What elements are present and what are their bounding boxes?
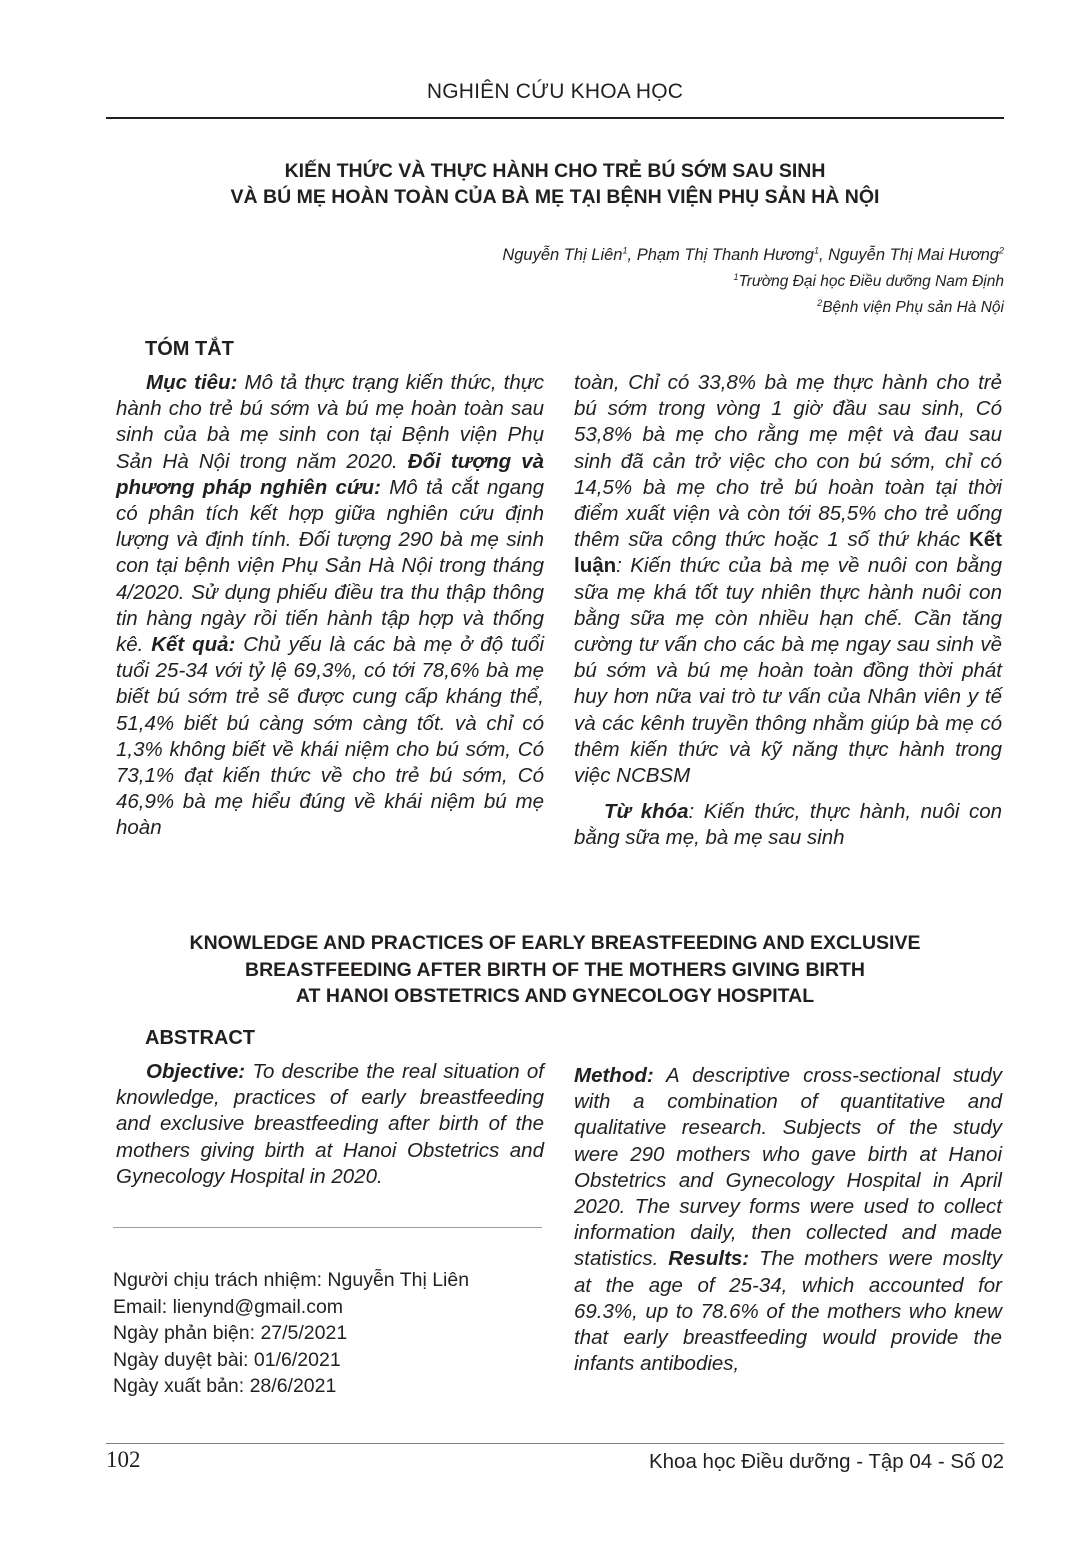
summary-heading: TÓM TẮT	[145, 338, 234, 360]
summary-column-right	[574, 370, 1002, 852]
footnote-divider	[113, 1227, 542, 1228]
author-name: Nguyễn Thị Mai Hương	[828, 246, 999, 264]
method-text: A descriptive cross-sectional study with a combination of quantitative and qualitative research. Subjects of the study were 290 mothers who gave birth at Hanoi Obstetrics and Gynecology Hospital in April 2020. The survey forms were used to collect information daily, then collected and made statistics.	[574, 1064, 1002, 1271]
method-label: Đối tượng và phương pháp nghiên cứu:	[116, 449, 544, 499]
objective-text: To describe the real situation of knowledge, practices of early breastfeeding and exclusive breastfeeding after birth of the mothers giving birth at Hanoi Obstetrics and Gynecology Hospital in 2020.	[116, 1060, 544, 1188]
summary-paragraph-continued	[574, 370, 1002, 789]
title-line: KIẾN THỨC VÀ THỰC HÀNH CHO TRẺ BÚ SỚM SAU SINH	[284, 160, 826, 182]
separator: ,	[818, 246, 829, 264]
article-title-vietnamese	[106, 158, 1004, 210]
author-name: Nguyễn Thị Liên	[502, 246, 623, 264]
affiliation-marker: 2	[998, 245, 1004, 256]
keywords-label: Từ khóa	[604, 800, 689, 824]
conclusion-text: : Kiến thức của bà mẹ về nuôi con bằng sữa mẹ khá tốt tuy nhiên thực hành nuôi con bằng sữa mẹ còn nhiều hạn chế. Cần tăng cường tư vấn cho các bà mẹ ngay sau sinh về bú sớm và bú mẹ hoàn toàn đồng thời phát huy hơn nữa vai trò tư vấn của Nhân viên y tế và các kênh truyền thông nhằm giúp bà mẹ có thêm kiến thức và kỹ năng thực hành trong việc NCBSM	[574, 554, 1002, 788]
section-label: NGHIÊN CỨU KHOA HỌC	[426, 80, 684, 103]
affiliation	[502, 269, 1004, 296]
results-label: Results:	[668, 1247, 750, 1271]
journal-citation: Khoa học Điều dưỡng - Tập 04 - Số 02	[648, 1450, 1004, 1473]
title-line: AT HANOI OBSTETRICS AND GYNECOLOGY HOSPITAL	[295, 985, 815, 1007]
author-block	[502, 242, 1004, 322]
results-text: toàn, Chỉ có 33,8% bà mẹ thực hành cho trẻ bú sớm trong vòng 1 giờ đầu sau sinh, Có 53,8% bà mẹ cho rằng mẹ mệt và đau sau sinh đã cản trở việc cho con bú sớm, chỉ có 14,5% bà mẹ cho trẻ bú hoàn toàn tại thời điểm xuất viện và còn tới 85,5% cho trẻ uống thêm sữa công thức hoặc 1 số thứ khác	[574, 371, 1002, 552]
title-line: BREASTFEEDING AFTER BIRTH OF THE MOTHERS GIVING BIRTH	[244, 958, 866, 981]
affiliation-text: Bệnh viện Phụ sản Hà Nội	[822, 299, 1004, 316]
article-title-english	[106, 930, 1004, 1010]
footer-divider	[106, 1443, 1004, 1444]
results-text: Chủ yếu là các bà mẹ ở độ tuổi tuổi 25-34 với tỷ lệ 69,3%, có tới 78,6% bà mẹ biết bú sớm trẻ sẽ được cung cấp kháng thể, 51,4% biết bú càng sớm càng tốt. và chỉ có 1,3% không biết về khái niệm cho bú sớm, Có 73,1% đạt kiến thức về cho trẻ bú sớm, Có 46,9% bà mẹ hiểu đúng về khái niệm bú mẹ hoàn	[116, 633, 545, 840]
title-line: KNOWLEDGE AND PRACTICES OF EARLY BREASTFEEDING AND EXCLUSIVE	[189, 932, 921, 954]
objective-label: Objective:	[146, 1060, 246, 1083]
affiliation	[502, 295, 1004, 322]
method-label: Method:	[574, 1064, 654, 1087]
page-number: 102	[106, 1447, 141, 1472]
author-list	[502, 242, 1004, 269]
publish-date: Ngày xuất bản: 28/6/2021	[113, 1375, 337, 1397]
email-address: Email: lienynd@gmail.com	[113, 1295, 344, 1318]
abstract-column-left	[116, 1059, 544, 1190]
conclusion-label: Kết luận	[574, 528, 1002, 578]
affiliation-marker: 1	[733, 271, 739, 282]
responsible-author: Người chịu trách nhiệm: Nguyễn Thị Liên	[113, 1269, 470, 1291]
affiliation-marker: 1	[813, 245, 819, 256]
header-divider	[106, 117, 1004, 119]
results-label: Kết quả:	[151, 633, 236, 657]
method-text: Mô tả cắt ngang có phân tích kết hợp giữa nghiên cứu định lượng và định tính. Đối tượng 290 bà mẹ sinh con tại bệnh viện Phụ Sản Hà Nội trong tháng 4/2020. Sử dụng phiếu điều tra thu thập thông tin hàng ngày rồi tiến hành tập hợp và thống kê.	[116, 475, 544, 657]
approval-date: Ngày duyệt bài: 01/6/2021	[113, 1348, 341, 1371]
abstract-heading: ABSTRACT	[145, 1027, 255, 1049]
author-name: Phạm Thị Thanh Hương	[636, 246, 814, 264]
review-date: Ngày phản biện: 27/5/2021	[113, 1322, 348, 1344]
affiliation-marker: 2	[817, 297, 823, 308]
keywords-text: : Kiến thức, thực hành, nuôi con bằng sữa mẹ, bà mẹ sau sinh	[574, 800, 1002, 850]
objective-text: Mô tả thực trạng kiến thức, thực hành cho trẻ bú sớm và bú mẹ hoàn toàn sau sinh của bà mẹ sinh con tại Bệnh viện Phụ Sản Hà Nội trong năm 2020.	[116, 371, 545, 473]
abstract-paragraph	[574, 1063, 1002, 1377]
summary-paragraph	[116, 370, 544, 842]
keywords	[574, 799, 1002, 851]
title-line: VÀ BÚ MẸ HOÀN TOÀN CỦA BÀ MẸ TẠI BỆNH VIỆN PHỤ SẢN HÀ NỘI	[230, 186, 880, 208]
summary-column-left	[116, 370, 544, 842]
abstract-column-right	[574, 1063, 1002, 1377]
affiliation-text: Trường Đại học Điều dưỡng Nam Định	[738, 272, 1004, 290]
objective-label: Mục tiêu:	[146, 371, 238, 394]
correspondence-info	[113, 1267, 469, 1400]
abstract-paragraph	[116, 1059, 544, 1190]
results-text: The mothers were moslty at the age of 25-34, which accounted for 69.3%, up to 78.6% of the mothers who knew that early breastfeeding would provide the infants antibodies,	[574, 1247, 1002, 1376]
separator: ,	[627, 246, 637, 264]
affiliation-marker: 1	[622, 245, 628, 256]
